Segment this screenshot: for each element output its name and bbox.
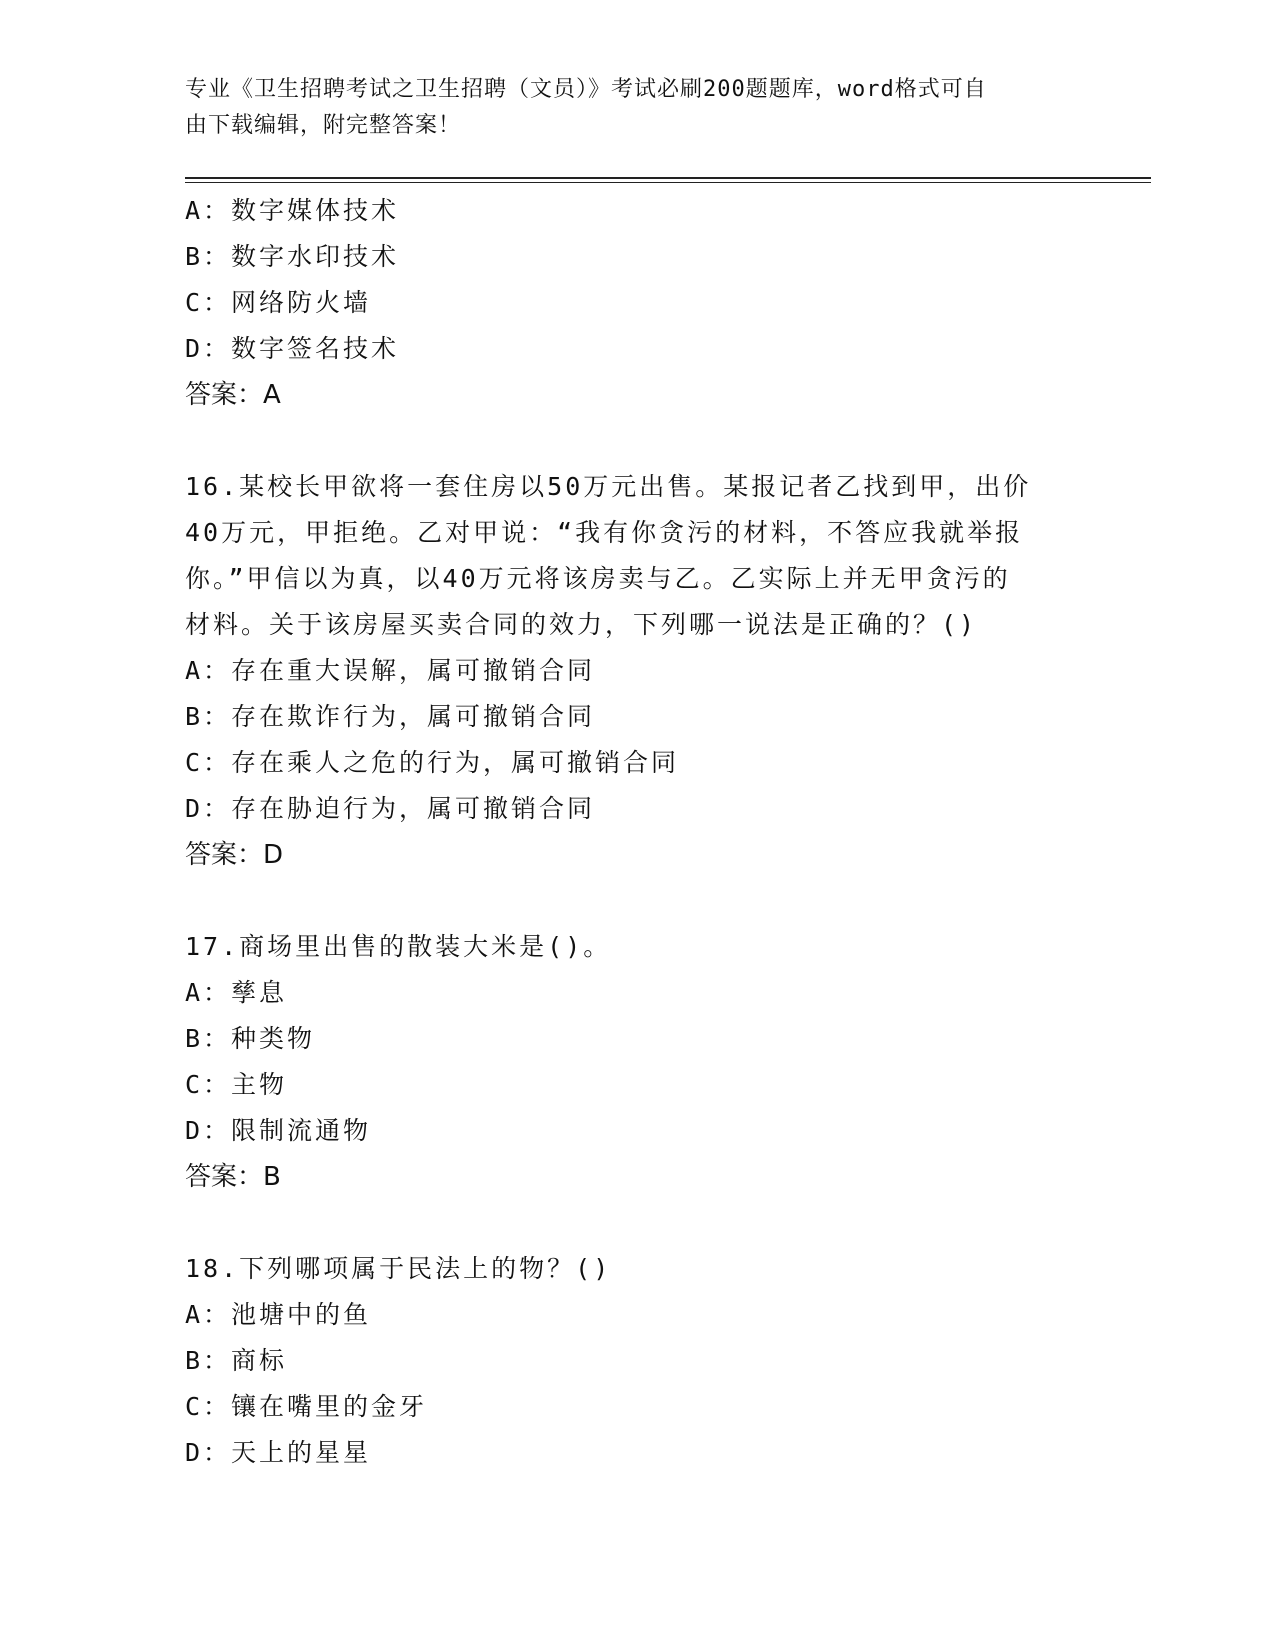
question-list (185, 188, 1085, 1476)
question-stem: 18.下列哪项属于民法上的物？() (185, 1254, 612, 1283)
option-a: A：数字媒体技术 (185, 196, 400, 225)
document-header (185, 72, 1065, 144)
stem-line: 材料。关于该房屋买卖合同的效力，下列哪一说法是正确的？() (185, 610, 978, 639)
question-16 (185, 464, 1085, 878)
answer-line: 答案：A (185, 380, 281, 410)
question-spacer (185, 878, 1085, 924)
header-divider-thin (185, 182, 1151, 183)
option-d: D：天上的星星 (185, 1438, 372, 1467)
option-b: B：种类物 (185, 1024, 316, 1053)
option-c: C：存在乘人之危的行为，属可撤销合同 (185, 748, 680, 777)
option-d: D：限制流通物 (185, 1116, 372, 1145)
answer-line: 答案：D (185, 840, 284, 870)
question-spacer (185, 1200, 1085, 1246)
header-line-1: 专业《卫生招聘考试之卫生招聘（文员）》考试必刷200题题库，word格式可自 (185, 77, 987, 102)
option-a: A：存在重大误解，属可撤销合同 (185, 656, 596, 685)
option-a: A：池塘中的鱼 (185, 1300, 372, 1329)
option-c: C：镶在嘴里的金牙 (185, 1392, 428, 1421)
question-stem: 17.商场里出售的散装大米是()。 (185, 932, 612, 961)
option-d: D：存在胁迫行为，属可撤销合同 (185, 794, 596, 823)
option-c: C：主物 (185, 1070, 288, 1099)
header-line-2: 由下载编辑，附完整答案！ (185, 113, 462, 138)
question-18 (185, 1246, 1085, 1476)
header-divider-thick (185, 177, 1151, 179)
question-15 (185, 188, 1085, 418)
question-17 (185, 924, 1085, 1200)
option-d: D：数字签名技术 (185, 334, 400, 363)
question-spacer (185, 418, 1085, 464)
option-a: A：孳息 (185, 978, 288, 1007)
option-b: B：商标 (185, 1346, 288, 1375)
answer-line: 答案：B (185, 1162, 281, 1192)
option-b: B：存在欺诈行为，属可撤销合同 (185, 702, 596, 731)
stem-line: 16.某校长甲欲将一套住房以50万元出售。某报记者乙找到甲，出价 (185, 472, 1032, 501)
question-stem (185, 464, 1085, 648)
option-b: B：数字水印技术 (185, 242, 400, 271)
stem-line: 你。”甲信以为真，以40万元将该房卖与乙。乙实际上并无甲贪污的 (185, 564, 1011, 593)
stem-line: 40万元，甲拒绝。乙对甲说：“我有你贪污的材料，不答应我就举报 (185, 518, 1024, 547)
option-c: C：网络防火墙 (185, 288, 372, 317)
